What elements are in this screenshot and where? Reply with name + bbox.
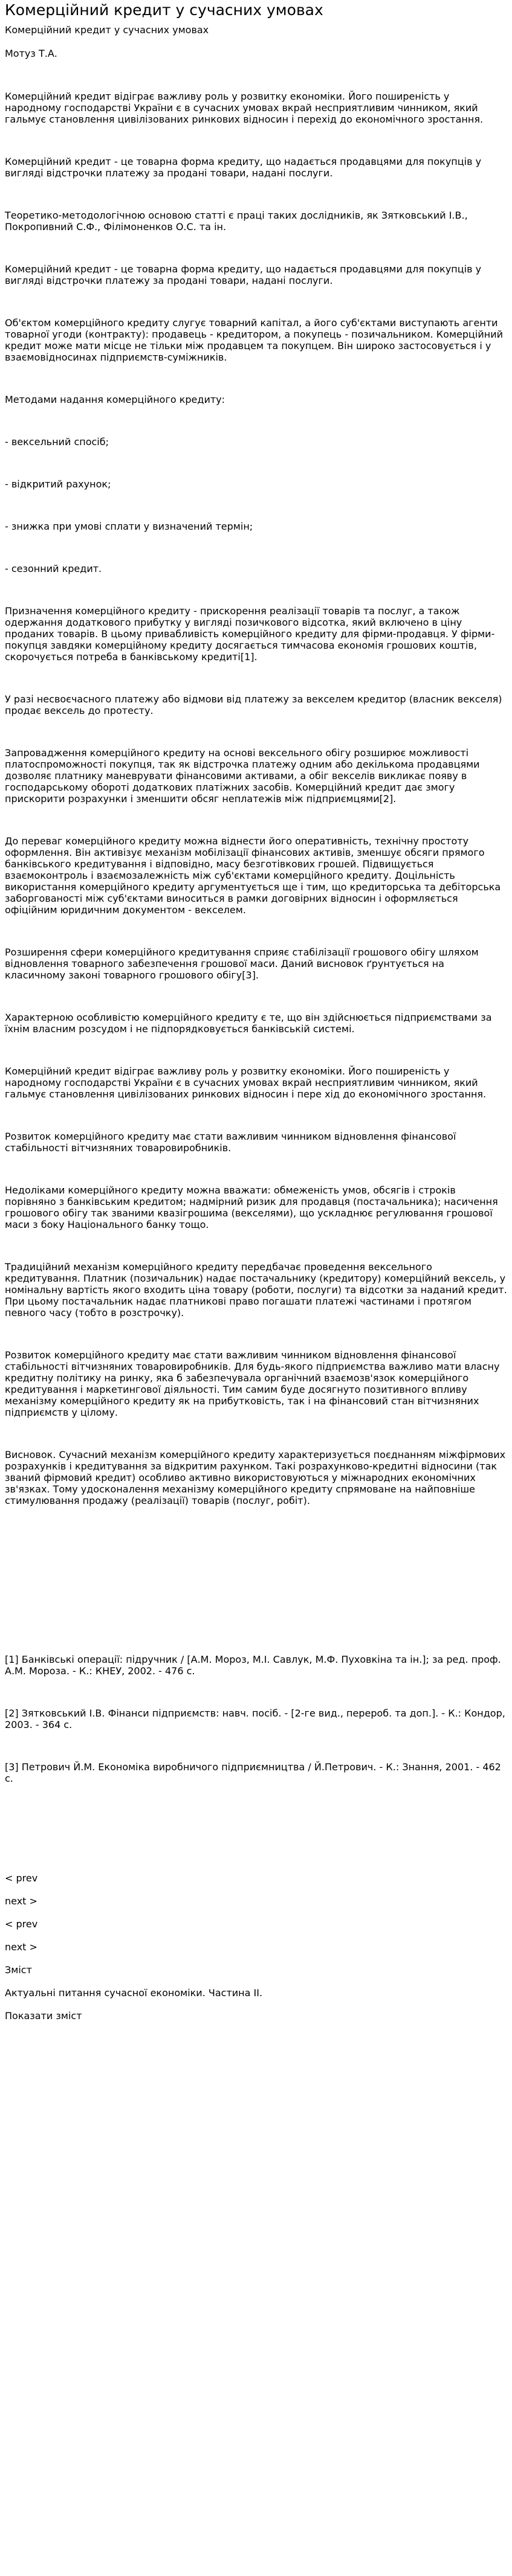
paragraph: Теоретико-методологічною основою статті є праці таких дослідників, як Зятковський І.В., Покропивний С.Ф., Філімоненков О.С. та ін. [5, 210, 468, 233]
show-contents-link[interactable]: Показати зміст [5, 2010, 82, 2022]
paragraph: Комерційний кредит відіграє важливу роль у розвитку економіки. Його поширеність у народному господарстві України є в сучасних умовах вкрай несприятливим чинником, який гальмує становлення цивілізованих ринкових відносин і перехід до економічного зростання. [5, 91, 484, 125]
next-link[interactable]: next > [5, 1941, 37, 1953]
collection-link[interactable]: Актуальні питання сучасної економіки. Частина ІІ. [5, 1987, 263, 1999]
paragraph: Характерною особливістю комерційного кредиту є те, що він здійснюється підприємствами за їхнім власним розсудом і не підпорядковується банківській системі. [5, 1012, 492, 1035]
references [5, 1654, 507, 1784]
reference-item: [3] Петрович Й.М. Економіка виробничого підприємництва / Й.Петрович. - К.: Знання, 2001. - 462 с. [5, 1761, 501, 1784]
page-navigation [5, 1872, 507, 2022]
article-title: Комерційний кредит у сучасних умовах [5, 1, 323, 19]
paragraph: Комерційний кредит - це товарна форма кредиту, що надається продавцями для покупців у вигляді відстрочки платежу за продані товари, надані послуги. [5, 156, 482, 179]
article-author: Мотуз Т.А. [5, 48, 57, 59]
article-subtitle: Комерційний кредит у сучасних умовах [5, 24, 209, 36]
reference-item: [1] Банківські операції: підручник / [А.М. Мороз, М.І. Савлук, М.Ф. Пуховкіна та ін.]; за ред. проф. А.М. Мороза. - К.: КНЕУ, 2002. - 476 с. [5, 1654, 501, 1677]
paragraph: Розвиток комерційного кредиту має стати важливим чинником відновлення фінансової стабільності вітчизняних товаровиробників. Для будь-якого підприємства важливо мати власну кредитну політику на ринку, яка б забезпечувала органічний взаємозв'язок комерційного кредитування і маркетингової діяльності. Тим самим буде досягнуто позитивного впливу механізму комерційного кредиту як на прибутковість, так і на фінансовий стан вітчизняних підприємств у цілому. [5, 1349, 500, 1418]
paragraph: Призначення комерційного кредиту - прискорення реалізації товарів та послуг, а також одержання додаткового прибутку у вигляді позичкового відсотка, який включено в ціну проданих товарів. В цьому привабливість комерційного кредиту для фірми-продавця. У фірми-покупця завдяки комерційному кредиту досягається тимчасова економія грошових коштів, скорочується потреба в банківському кредиті[1]. [5, 605, 495, 663]
contents-link[interactable]: Зміст [5, 1964, 32, 1976]
paragraph: Запровадження комерційного кредиту на основі вексельного обігу розширює можливості платоспроможності покупця, так як відстрочка платежу одним або декількома продавцями дозволяє платнику маневрувати фінансовими активами, а обіг векселів викликає появу в господарському обороті додаткових платіжних засобів. Комерційний кредит дає змогу прискорити розрахунки і зменшити обсяг неплатежів між підприємцями[2]. [5, 747, 480, 805]
prev-link[interactable]: < prev [5, 1872, 38, 1884]
paragraph: Методами надання комерційного кредиту: [5, 394, 225, 405]
list-item: - відкритий рахунок; [5, 478, 111, 490]
reference-item: [2] Зятковський І.В. Фінанси підприємств: навч. посіб. - [2-ге вид., перероб. та доп.]. - К.: Кондор, 2003. - 364 с. [5, 1707, 505, 1730]
paragraph: У разі несвоєчасного платежу або відмови від платежу за векселем кредитор (власник векселя) продає вексель до протесту. [5, 693, 502, 716]
next-link[interactable]: next > [5, 1895, 37, 1907]
prev-link[interactable]: < prev [5, 1918, 38, 1930]
article-body [5, 91, 507, 1506]
list-item: - вексельний спосіб; [5, 436, 109, 448]
paragraph: Недоліками комерційного кредиту можна вважати: обмеженість умов, обсягів і строків порівняно з банківським кредитом; надмірний ризик для продавця (постачальника); насичення грошового обігу так званими квазігрошима (векселями), що ускладнює регулювання грошової маси з боку Національного банку тощо. [5, 1184, 498, 1230]
paragraph: Об'єктом комерційного кредиту слугує товарний капітал, а його суб'єктами виступають агенти товарної угоди (контракту): продавець - кредитором, а покупець - позичальником. Комерційний кредит може мати місце не тільки між продавцем та покупцем. Він широко застосовується і у взаємовідносинах підприємств-суміжників. [5, 317, 504, 363]
paragraph: Комерційний кредит відіграє важливу роль у розвитку економіки. Його поширеність у народному господарстві України є в сучасних умовах вкрай несприятливим чинником, який гальмує становлення цивілізованих ринкових відносин і пере хід до економічного зростання. [5, 1065, 487, 1100]
paragraph: До переваг комерційного кредиту можна віднести його оперативність, технічну простоту оформлення. Він активізує механізм мобілізації фінансових активів, зменшує обсяги прямого банківського кредитування і відповідно, масу безготівкових грошей. Підвищується взаємоконтроль і взаємозалежність між суб'єктами комерційного кредиту. Доцільність використання комерційного кредиту аргументується ще і тим, що кредиторська та дебіторська заборгованості між суб'єктами виноситься в рамки договірних відносин і оформляється офіційним юридичним документом - векселем. [5, 835, 501, 916]
paragraph: Комерційний кредит - це товарна форма кредиту, що надається продавцями для покупців у вигляді відстрочки платежу за продані товари, надані послуги. [5, 263, 482, 286]
paragraph: Розширення сфери комерційного кредитування сприяє стабілізації грошового обігу шляхом відновлення товарного забезпечення грошової маси. Даний висновок ґрунтується на класичному законі товарного грошового обігу[3]. [5, 946, 479, 981]
paragraph: Розвиток комерційного кредиту має стати важливим чинником відновлення фінансової стабільності вітчизняних товаровиробників. [5, 1131, 456, 1154]
list-item: - сезонний кредит. [5, 563, 102, 574]
conclusion-paragraph: Висновок. Сучасний механізм комерційного кредиту характеризується поєднанням міжфірмових розрахунків і кредитування за відкритим рахунком. Такі розрахунково-кредитні відносини (так званий фірмовий кредит) особливо активно використовуються у міжнародних економічних зв'язках. Тому удосконалення механізму комерційного кредиту спрямоване на найповніше стимулювання продажу (реалізації) товарів (послуг, робіт). [5, 1449, 506, 1506]
paragraph: Традиційний механізм комерційного кредиту передбачає проведення вексельного кредитування. Платник (позичальник) надає постачальнику (кредитору) комерційний вексель, у номінальну вартість якого входить ціна товару (роботи, послуги) та відсотки за наданий кредит. При цьому постачальник надає платникові право погашати платежі частинами і протягом певного часу (тобто в розстрочку). [5, 1261, 507, 1319]
list-item: - знижка при умові сплати у визначений термін; [5, 521, 253, 532]
